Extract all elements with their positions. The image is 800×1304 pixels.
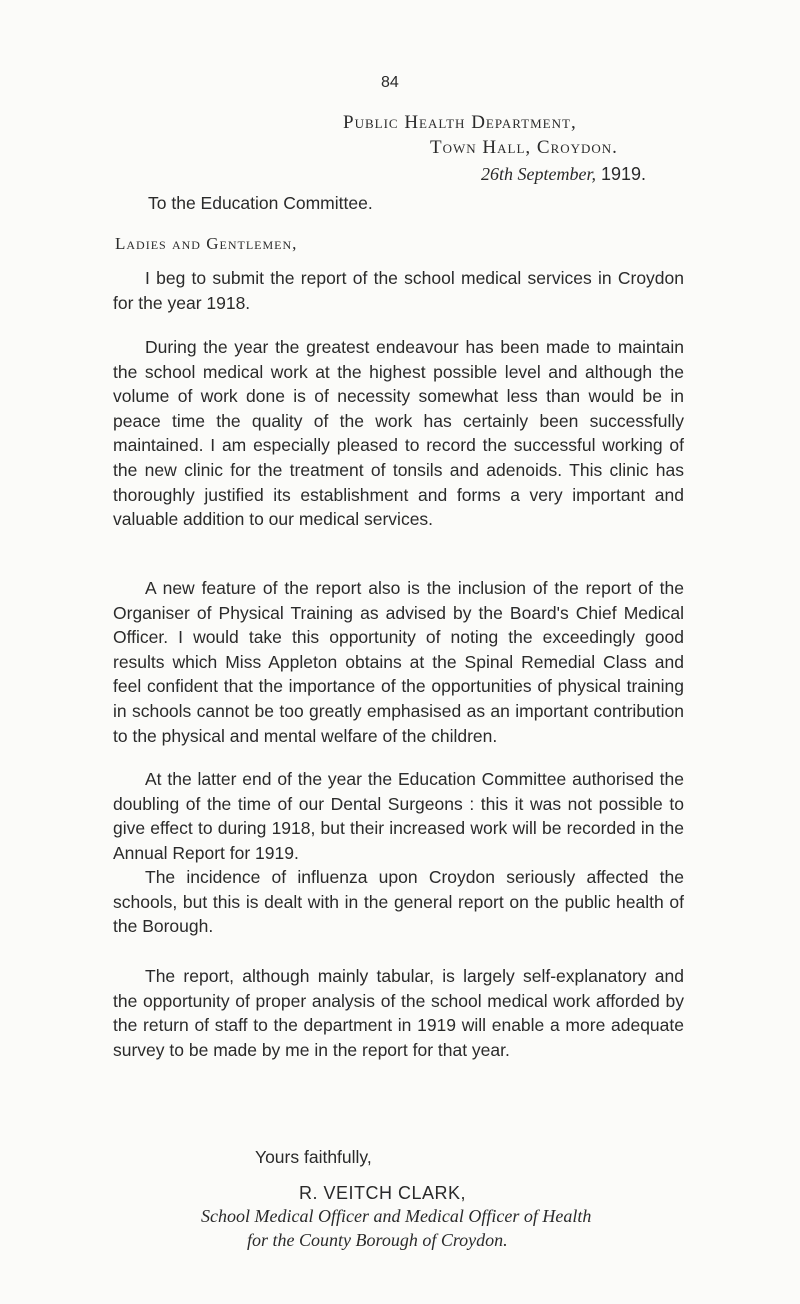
paragraph-3: A new feature of the report also is the inclusion of the report of the Organiser of Physical Training as advised by the Board's Chief Medical Officer. I would take this opportunity of noting the exceedingly good results which Miss Appleton obtains at the Spinal Remedial Class and feel confident that the importance of the opportunities of physical training in schools cannot be too greatly emphasised as an important contribution to the physical and mental welfare of the children. <box>113 578 684 746</box>
paragraph-6: The report, although mainly tabular, is largely self-explanatory and the opportunity of proper analysis of the school medical work afforded by the return of staff to the department in 1919 will enable a more adequate survey to be made by me in the report for that year. <box>113 966 684 1060</box>
closing: Yours faithfully, <box>255 1147 372 1167</box>
letter-date <box>481 164 646 185</box>
page-number: 84 <box>381 74 399 91</box>
signatory-name: R. VEITCH CLARK, <box>299 1183 467 1203</box>
paragraph-4: At the latter end of the year the Education Committee authorised the doubling of the time of our Dental Surgeons : this it was not possible to give effect to during 1918, but their increased work will be recorded in the Annual Report for 1919. <box>113 769 684 863</box>
signatory-title-line-1: School Medical Officer and Medical Officer of Health <box>201 1206 592 1226</box>
letter-date-year: 1919. <box>601 164 647 184</box>
paragraph-1: I beg to submit the report of the school medical services in Croydon for the year 1918. <box>113 268 684 313</box>
paragraph-5: The incidence of influenza upon Croydon seriously affected the schools, but this is dealt with in the general report on the public health of the Borough. <box>113 867 684 937</box>
salutation: Ladies and Gentlemen, <box>115 234 298 253</box>
signatory-title-line-2: for the County Borough of Croydon. <box>247 1230 508 1250</box>
letter-date-day: 26th September, <box>481 164 596 184</box>
paragraph-2: During the year the greatest endeavour has been made to maintain the school medical work at the highest possible level and although the volume of work done is of necessity somewhat less than would be in peace time the quality of the work has certainly been successfully maintained. I am especially pleased to record the successful working of the new clinic for the treatment of tonsils and adenoids. This clinic has thoroughly justified its establishment and forms a very important and valuable addition to our medical services. <box>113 337 684 530</box>
department-heading: Public Health Department, <box>343 112 577 133</box>
department-address: Town Hall, Croydon. <box>430 137 618 158</box>
addressee: To the Education Committee. <box>148 193 373 213</box>
